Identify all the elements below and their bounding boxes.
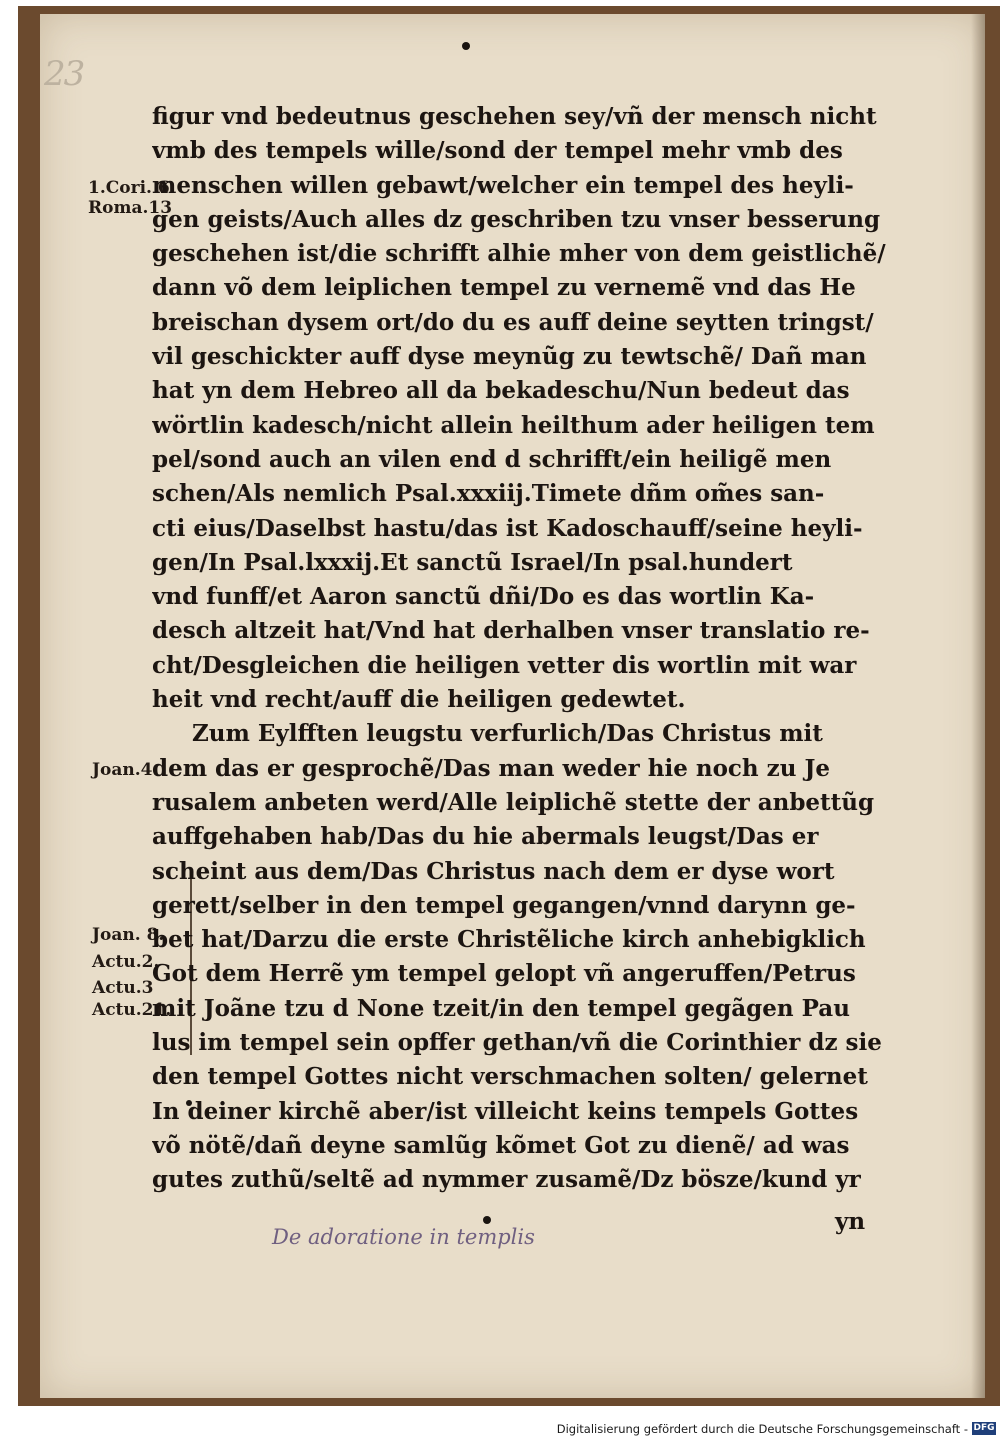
margin-note: 1.Cori. 6 [88,178,170,198]
text-line: schen/Als nemlich Psal.xxxiij.Timete dñm om̃es san- [152,480,825,508]
text-line: Zum Eylfften leugstu verfurlich/Das Christus mit [192,720,823,748]
text-line: Got dem Herrẽ ym tempel gelopt vñ angeruffen/Petrus [152,960,856,988]
margin-note: Actu.21. [92,1000,172,1020]
margin-note: Joan. 8. [92,925,165,945]
margin-note: Actu.3 [92,978,154,998]
handwritten-note: De adoratione in templis [272,1225,535,1249]
main-text-block [152,100,932,1198]
text-line: gutes zuthũ/seltẽ ad nymmer zusamẽ/Dz bösze/kund yr [152,1166,861,1194]
margin-note: Joan.4. [92,760,159,780]
folio-number: 23 [44,54,84,94]
text-line: bet hat/Darzu die erste Christẽliche kirch anhebigklich [152,926,866,954]
text-line: auffgehaben hab/Das du hie abermals leugst/Das er [152,823,819,851]
page-dot-bottom [483,1216,491,1224]
text-line: wörtlin kadesch/nicht allein heilthum ader heiligen tem [152,411,875,439]
footer-bar [0,1418,1000,1443]
margin-note: Roma.13 [88,198,173,218]
text-line: cht/Desgleichen die heiligen vetter dis wortlin mit war [152,651,857,679]
text-line: vnd funff/et Aaron sanctũ dñi/Do es das wortlin Ka- [152,583,815,611]
catchword: yn [835,1208,866,1235]
text-line: pel/sond auch an vilen end d schrifft/ein heiligẽ men [152,445,832,473]
text-line: gen/In Psal.lxxxij.Et sanctũ Israel/In psal.hundert [152,548,793,576]
text-line: mit Joãne tzu d None tzeit/in den tempel gegãgen Pau [152,994,850,1022]
text-line: geschehen ist/die schrifft alhie mher von dem geistlichẽ/ [152,240,886,268]
footer-credit: Digitalisierung gefördert durch die Deutsche Forschungsgemeinschaft - [556,1422,968,1436]
text-line: gerett/selber in den tempel gegangen/vnnd darynn ge- [152,891,856,919]
text-line: den tempel Gottes nicht verschmachen solten/ gelernet [152,1063,868,1091]
text-line: võ nötẽ/dañ deyne samlũg kõmet Got zu dienẽ/ ad was [152,1131,850,1159]
text-line: cti eius/Daselbst hastu/das ist Kadoschauff/seine heyli- [152,514,863,542]
margin-note: Actu.2. [92,952,160,972]
text-line: dann võ dem leiplichen tempel zu vernemẽ vnd das He [152,274,856,302]
text-line: heit vnd recht/auff die heiligen gedewtet. [152,686,686,714]
text-line: vil geschickter auff dyse meynũg zu tewtschẽ/ Dañ man [152,343,867,371]
text-line: figur vnd bedeutnus geschehen sey/vñ der mensch nicht [152,103,877,130]
text-line: lus im tempel sein opffer gethan/vñ die Corinthier dz sie [152,1029,882,1057]
text-line: menschen willen gebawt/welcher ein tempel des heyli- [152,171,854,199]
gutter-shadow [971,14,985,1398]
text-line: desch altzeit hat/Vnd hat derhalben vnser translatio re- [152,617,870,645]
page-dot-top [462,42,470,50]
text-line: In deiner kirchẽ aber/ist villeicht keins tempels Gottes [152,1097,859,1125]
text-line: rusalem anbeten werd/Alle leiplichẽ stette der anbettũg [152,788,875,816]
text-line: vmb des tempels wille/sond der tempel mehr vmb des [152,137,843,165]
dfg-logo: DFG [973,1423,995,1433]
text-line: hat yn dem Hebreo all da bekadeschu/Nun bedeut das [152,377,850,405]
text-line: breischan dysem ort/do du es auff deine seytten tringst/ [152,308,874,336]
text-line: dem das er gesprochẽ/Das man weder hie noch zu Je [152,754,830,782]
text-line: gen geists/Auch alles dz geschriben tzu vnser besserung [152,205,881,233]
text-line: scheint aus dem/Das Christus nach dem er dyse wort [152,857,835,885]
